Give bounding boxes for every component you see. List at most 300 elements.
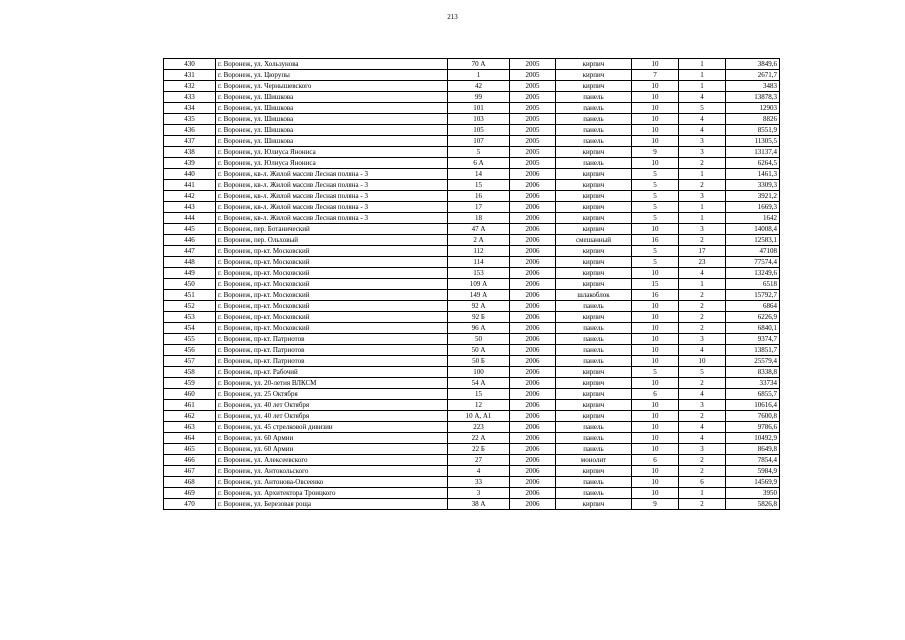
year-built-cell: 2006 xyxy=(510,334,556,345)
area-cell: 3309,3 xyxy=(726,180,780,191)
floors-cell: 15 xyxy=(632,279,679,290)
house-number-cell: 47 А xyxy=(448,224,510,235)
table-row xyxy=(164,136,780,147)
house-number-cell: 92 Б xyxy=(448,312,510,323)
wall-material-cell: кирпич xyxy=(556,224,632,235)
row-number-cell: 438 xyxy=(164,147,216,158)
row-number-cell: 461 xyxy=(164,400,216,411)
row-number-cell: 467 xyxy=(164,466,216,477)
table-row xyxy=(164,455,780,466)
area-cell: 6264,5 xyxy=(726,158,780,169)
address-cell: г. Воронеж, пр-кт. Московский xyxy=(216,279,448,290)
table-row xyxy=(164,334,780,345)
wall-material-cell: кирпич xyxy=(556,389,632,400)
table-row xyxy=(164,224,780,235)
year-built-cell: 2006 xyxy=(510,444,556,455)
wall-material-cell: кирпич xyxy=(556,202,632,213)
entrances-cell: 2 xyxy=(679,378,726,389)
row-number-cell: 437 xyxy=(164,136,216,147)
row-number-cell: 450 xyxy=(164,279,216,290)
house-number-cell: 38 А xyxy=(448,499,510,510)
year-built-cell: 2006 xyxy=(510,378,556,389)
floors-cell: 10 xyxy=(632,301,679,312)
row-number-cell: 444 xyxy=(164,213,216,224)
area-cell: 33734 xyxy=(726,378,780,389)
year-built-cell: 2006 xyxy=(510,367,556,378)
entrances-cell: 3 xyxy=(679,444,726,455)
row-number-cell: 449 xyxy=(164,268,216,279)
year-built-cell: 2006 xyxy=(510,433,556,444)
floors-cell: 16 xyxy=(632,290,679,301)
year-built-cell: 2005 xyxy=(510,158,556,169)
floors-cell: 10 xyxy=(632,356,679,367)
wall-material-cell: панель xyxy=(556,125,632,136)
table-row xyxy=(164,169,780,180)
floors-cell: 10 xyxy=(632,477,679,488)
table-row xyxy=(164,367,780,378)
address-cell: г. Воронеж, ул. 60 Армии xyxy=(216,444,448,455)
table-row xyxy=(164,422,780,433)
wall-material-cell: кирпич xyxy=(556,378,632,389)
year-built-cell: 2006 xyxy=(510,268,556,279)
entrances-cell: 4 xyxy=(679,345,726,356)
house-number-cell: 54 А xyxy=(448,378,510,389)
row-number-cell: 470 xyxy=(164,499,216,510)
area-cell: 7854,4 xyxy=(726,455,780,466)
house-number-cell: 96 А xyxy=(448,323,510,334)
area-cell: 2671,7 xyxy=(726,70,780,81)
table-row xyxy=(164,202,780,213)
area-cell: 9374,7 xyxy=(726,334,780,345)
area-cell: 13249,6 xyxy=(726,268,780,279)
entrances-cell: 4 xyxy=(679,125,726,136)
wall-material-cell: панель xyxy=(556,103,632,114)
year-built-cell: 2005 xyxy=(510,114,556,125)
year-built-cell: 2005 xyxy=(510,147,556,158)
table-row xyxy=(164,488,780,499)
house-number-cell: 107 xyxy=(448,136,510,147)
row-number-cell: 458 xyxy=(164,367,216,378)
table-row xyxy=(164,433,780,444)
floors-cell: 7 xyxy=(632,70,679,81)
floors-cell: 10 xyxy=(632,345,679,356)
wall-material-cell: кирпич xyxy=(556,499,632,510)
table-row xyxy=(164,290,780,301)
table-row xyxy=(164,246,780,257)
house-number-cell: 42 xyxy=(448,81,510,92)
house-number-cell: 15 xyxy=(448,180,510,191)
wall-material-cell: кирпич xyxy=(556,312,632,323)
wall-material-cell: кирпич xyxy=(556,279,632,290)
floors-cell: 10 xyxy=(632,81,679,92)
floors-cell: 5 xyxy=(632,257,679,268)
entrances-cell: 17 xyxy=(679,246,726,257)
table-row xyxy=(164,312,780,323)
year-built-cell: 2005 xyxy=(510,103,556,114)
table-row xyxy=(164,103,780,114)
address-cell: г. Воронеж, кв-л. Жилой массив Лесная поляна - 3 xyxy=(216,180,448,191)
table-row xyxy=(164,81,780,92)
year-built-cell: 2005 xyxy=(510,136,556,147)
house-number-cell: 153 xyxy=(448,268,510,279)
floors-cell: 10 xyxy=(632,378,679,389)
address-cell: г. Воронеж, пр-кт. Московский xyxy=(216,257,448,268)
year-built-cell: 2006 xyxy=(510,323,556,334)
year-built-cell: 2006 xyxy=(510,224,556,235)
entrances-cell: 5 xyxy=(679,367,726,378)
address-cell: г. Воронеж, ул. Шишкова xyxy=(216,125,448,136)
house-number-cell: 2 А xyxy=(448,235,510,246)
entrances-cell: 23 xyxy=(679,257,726,268)
address-cell: г. Воронеж, пр-кт. Московский xyxy=(216,323,448,334)
house-number-cell: 10 А, А1 xyxy=(448,411,510,422)
table-row xyxy=(164,477,780,488)
floors-cell: 5 xyxy=(632,367,679,378)
address-cell: г. Воронеж, пр-кт. Московский xyxy=(216,268,448,279)
wall-material-cell: кирпич xyxy=(556,213,632,224)
year-built-cell: 2006 xyxy=(510,455,556,466)
wall-material-cell: кирпич xyxy=(556,268,632,279)
address-cell: г. Воронеж, ул. Архитектора Троицкого xyxy=(216,488,448,499)
entrances-cell: 1 xyxy=(679,70,726,81)
wall-material-cell: кирпич xyxy=(556,367,632,378)
floors-cell: 16 xyxy=(632,235,679,246)
year-built-cell: 2006 xyxy=(510,400,556,411)
area-cell: 3849,6 xyxy=(726,59,780,70)
row-number-cell: 446 xyxy=(164,235,216,246)
address-cell: г. Воронеж, ул. 20-летия ВЛКСМ xyxy=(216,378,448,389)
wall-material-cell: монолит xyxy=(556,455,632,466)
address-cell: г. Воронеж, пр-кт. Рабочий xyxy=(216,367,448,378)
address-cell: г. Воронеж, пр-кт. Московский xyxy=(216,301,448,312)
row-number-cell: 456 xyxy=(164,345,216,356)
house-number-cell: 112 xyxy=(448,246,510,257)
year-built-cell: 2006 xyxy=(510,169,556,180)
house-number-cell: 12 xyxy=(448,400,510,411)
house-number-cell: 6 А xyxy=(448,158,510,169)
area-cell: 11305,5 xyxy=(726,136,780,147)
year-built-cell: 2006 xyxy=(510,246,556,257)
entrances-cell: 2 xyxy=(679,466,726,477)
address-cell: г. Воронеж, ул. 40 лет Октября xyxy=(216,400,448,411)
entrances-cell: 1 xyxy=(679,488,726,499)
area-cell: 6840,1 xyxy=(726,323,780,334)
address-cell: г. Воронеж, ул. 25 Октября xyxy=(216,389,448,400)
entrances-cell: 4 xyxy=(679,389,726,400)
wall-material-cell: панель xyxy=(556,433,632,444)
floors-cell: 10 xyxy=(632,224,679,235)
area-cell: 7600,8 xyxy=(726,411,780,422)
house-number-cell: 18 xyxy=(448,213,510,224)
floors-cell: 10 xyxy=(632,136,679,147)
area-cell: 13878,3 xyxy=(726,92,780,103)
address-cell: г. Воронеж, ул. 45 стрелковой дивизии xyxy=(216,422,448,433)
house-number-cell: 50 А xyxy=(448,345,510,356)
row-number-cell: 431 xyxy=(164,70,216,81)
row-number-cell: 464 xyxy=(164,433,216,444)
area-cell: 14008,4 xyxy=(726,224,780,235)
area-cell: 6518 xyxy=(726,279,780,290)
wall-material-cell: панель xyxy=(556,301,632,312)
address-cell: г. Воронеж, ул. Юлиуса Янониса xyxy=(216,147,448,158)
row-number-cell: 453 xyxy=(164,312,216,323)
row-number-cell: 468 xyxy=(164,477,216,488)
area-cell: 5984,9 xyxy=(726,466,780,477)
floors-cell: 6 xyxy=(632,389,679,400)
year-built-cell: 2005 xyxy=(510,125,556,136)
area-cell: 10616,4 xyxy=(726,400,780,411)
entrances-cell: 2 xyxy=(679,323,726,334)
floors-cell: 10 xyxy=(632,92,679,103)
area-cell: 6855,7 xyxy=(726,389,780,400)
house-number-cell: 4 xyxy=(448,466,510,477)
year-built-cell: 2006 xyxy=(510,257,556,268)
entrances-cell: 4 xyxy=(679,92,726,103)
address-cell: г. Воронеж, ул. 60 Армии xyxy=(216,433,448,444)
entrances-cell: 3 xyxy=(679,147,726,158)
wall-material-cell: кирпич xyxy=(556,147,632,158)
row-number-cell: 443 xyxy=(164,202,216,213)
house-number-cell: 223 xyxy=(448,422,510,433)
wall-material-cell: панель xyxy=(556,323,632,334)
floors-cell: 10 xyxy=(632,158,679,169)
house-number-cell: 114 xyxy=(448,257,510,268)
wall-material-cell: панель xyxy=(556,114,632,125)
row-number-cell: 430 xyxy=(164,59,216,70)
year-built-cell: 2006 xyxy=(510,301,556,312)
address-cell: г. Воронеж, ул. Юлиуса Янониса xyxy=(216,158,448,169)
area-cell: 25579,4 xyxy=(726,356,780,367)
floors-cell: 10 xyxy=(632,103,679,114)
wall-material-cell: панель xyxy=(556,356,632,367)
house-number-cell: 103 xyxy=(448,114,510,125)
wall-material-cell: панель xyxy=(556,444,632,455)
housing-registry-table xyxy=(163,58,780,510)
wall-material-cell: кирпич xyxy=(556,191,632,202)
year-built-cell: 2006 xyxy=(510,279,556,290)
year-built-cell: 2006 xyxy=(510,312,556,323)
table-row xyxy=(164,400,780,411)
address-cell: г. Воронеж, ул. Шишкова xyxy=(216,114,448,125)
year-built-cell: 2006 xyxy=(510,202,556,213)
floors-cell: 10 xyxy=(632,488,679,499)
house-number-cell: 3 xyxy=(448,488,510,499)
entrances-cell: 5 xyxy=(679,103,726,114)
floors-cell: 10 xyxy=(632,400,679,411)
wall-material-cell: кирпич xyxy=(556,59,632,70)
floors-cell: 10 xyxy=(632,433,679,444)
house-number-cell: 105 xyxy=(448,125,510,136)
address-cell: г. Воронеж, пр-кт. Московский xyxy=(216,246,448,257)
table-row xyxy=(164,378,780,389)
row-number-cell: 451 xyxy=(164,290,216,301)
entrances-cell: 4 xyxy=(679,114,726,125)
table-row xyxy=(164,499,780,510)
house-number-cell: 50 xyxy=(448,334,510,345)
area-cell: 3950 xyxy=(726,488,780,499)
house-number-cell: 109 А xyxy=(448,279,510,290)
table-row xyxy=(164,279,780,290)
entrances-cell: 1 xyxy=(679,279,726,290)
house-number-cell: 16 xyxy=(448,191,510,202)
year-built-cell: 2006 xyxy=(510,477,556,488)
area-cell: 47108 xyxy=(726,246,780,257)
row-number-cell: 455 xyxy=(164,334,216,345)
address-cell: г. Воронеж, ул. Цюрупы xyxy=(216,70,448,81)
address-cell: г. Воронеж, ул. Шишкова xyxy=(216,103,448,114)
table-row xyxy=(164,92,780,103)
table-row xyxy=(164,59,780,70)
address-cell: г. Воронеж, кв-л. Жилой массив Лесная поляна - 3 xyxy=(216,202,448,213)
row-number-cell: 460 xyxy=(164,389,216,400)
entrances-cell: 2 xyxy=(679,411,726,422)
area-cell: 9786,6 xyxy=(726,422,780,433)
wall-material-cell: панель xyxy=(556,158,632,169)
wall-material-cell: панель xyxy=(556,92,632,103)
year-built-cell: 2006 xyxy=(510,235,556,246)
floors-cell: 5 xyxy=(632,180,679,191)
table-row xyxy=(164,301,780,312)
wall-material-cell: панель xyxy=(556,136,632,147)
entrances-cell: 2 xyxy=(679,180,726,191)
address-cell: г. Воронеж, пр-кт. Московский xyxy=(216,290,448,301)
row-number-cell: 457 xyxy=(164,356,216,367)
house-number-cell: 15 xyxy=(448,389,510,400)
table-row xyxy=(164,213,780,224)
table-row xyxy=(164,125,780,136)
entrances-cell: 6 xyxy=(679,477,726,488)
wall-material-cell: кирпич xyxy=(556,169,632,180)
row-number-cell: 463 xyxy=(164,422,216,433)
wall-material-cell: панель xyxy=(556,477,632,488)
row-number-cell: 439 xyxy=(164,158,216,169)
year-built-cell: 2006 xyxy=(510,345,556,356)
entrances-cell: 2 xyxy=(679,455,726,466)
area-cell: 8338,8 xyxy=(726,367,780,378)
table-row xyxy=(164,191,780,202)
entrances-cell: 2 xyxy=(679,290,726,301)
address-cell: г. Воронеж, пр-кт. Патриотов xyxy=(216,356,448,367)
house-number-cell: 70 А xyxy=(448,59,510,70)
table-row xyxy=(164,180,780,191)
row-number-cell: 459 xyxy=(164,378,216,389)
area-cell: 12903 xyxy=(726,103,780,114)
house-number-cell: 149 А xyxy=(448,290,510,301)
wall-material-cell: панель xyxy=(556,345,632,356)
address-cell: г. Воронеж, кв-л. Жилой массив Лесная поляна - 3 xyxy=(216,191,448,202)
floors-cell: 6 xyxy=(632,455,679,466)
year-built-cell: 2006 xyxy=(510,389,556,400)
table-row xyxy=(164,114,780,125)
row-number-cell: 445 xyxy=(164,224,216,235)
area-cell: 14569,9 xyxy=(726,477,780,488)
area-cell: 13851,7 xyxy=(726,345,780,356)
entrances-cell: 2 xyxy=(679,158,726,169)
area-cell: 77574,4 xyxy=(726,257,780,268)
entrances-cell: 3 xyxy=(679,334,726,345)
floors-cell: 10 xyxy=(632,59,679,70)
row-number-cell: 436 xyxy=(164,125,216,136)
wall-material-cell: кирпич xyxy=(556,411,632,422)
address-cell: г. Воронеж, кв-л. Жилой массив Лесная поляна - 3 xyxy=(216,213,448,224)
entrances-cell: 3 xyxy=(679,136,726,147)
entrances-cell: 3 xyxy=(679,400,726,411)
floors-cell: 10 xyxy=(632,323,679,334)
house-number-cell: 5 xyxy=(448,147,510,158)
row-number-cell: 447 xyxy=(164,246,216,257)
floors-cell: 10 xyxy=(632,466,679,477)
address-cell: г. Воронеж, ул. 40 лет Октября xyxy=(216,411,448,422)
entrances-cell: 4 xyxy=(679,422,726,433)
floors-cell: 10 xyxy=(632,411,679,422)
house-number-cell: 1 xyxy=(448,70,510,81)
entrances-cell: 2 xyxy=(679,301,726,312)
floors-cell: 10 xyxy=(632,422,679,433)
year-built-cell: 2006 xyxy=(510,411,556,422)
entrances-cell: 3 xyxy=(679,191,726,202)
area-cell: 8649,8 xyxy=(726,444,780,455)
table-body xyxy=(164,59,780,510)
address-cell: г. Воронеж, ул. Антонова-Овсеенко xyxy=(216,477,448,488)
wall-material-cell: кирпич xyxy=(556,257,632,268)
area-cell: 13137,4 xyxy=(726,147,780,158)
address-cell: г. Воронеж, ул. Алексеевского xyxy=(216,455,448,466)
wall-material-cell: кирпич xyxy=(556,180,632,191)
row-number-cell: 442 xyxy=(164,191,216,202)
table-row xyxy=(164,257,780,268)
area-cell: 3921,2 xyxy=(726,191,780,202)
table-row xyxy=(164,466,780,477)
area-cell: 6226,9 xyxy=(726,312,780,323)
table-row xyxy=(164,147,780,158)
address-cell: г. Воронеж, пр-кт. Московский xyxy=(216,312,448,323)
table-row xyxy=(164,268,780,279)
area-cell: 5826,8 xyxy=(726,499,780,510)
year-built-cell: 2006 xyxy=(510,499,556,510)
entrances-cell: 2 xyxy=(679,235,726,246)
row-number-cell: 440 xyxy=(164,169,216,180)
address-cell: г. Воронеж, ул. Хользунова xyxy=(216,59,448,70)
address-cell: г. Воронеж, пр-кт. Патриотов xyxy=(216,345,448,356)
area-cell: 1461,3 xyxy=(726,169,780,180)
house-number-cell: 33 xyxy=(448,477,510,488)
wall-material-cell: панель xyxy=(556,422,632,433)
entrances-cell: 3 xyxy=(679,224,726,235)
year-built-cell: 2006 xyxy=(510,356,556,367)
address-cell: г. Воронеж, кв-л. Жилой массив Лесная поляна - 3 xyxy=(216,169,448,180)
wall-material-cell: кирпич xyxy=(556,246,632,257)
floors-cell: 10 xyxy=(632,312,679,323)
entrances-cell: 1 xyxy=(679,213,726,224)
entrances-cell: 2 xyxy=(679,499,726,510)
entrances-cell: 1 xyxy=(679,169,726,180)
area-cell: 12583,1 xyxy=(726,235,780,246)
house-number-cell: 50 Б xyxy=(448,356,510,367)
year-built-cell: 2005 xyxy=(510,59,556,70)
entrances-cell: 4 xyxy=(679,433,726,444)
row-number-cell: 465 xyxy=(164,444,216,455)
house-number-cell: 92 А xyxy=(448,301,510,312)
house-number-cell: 14 xyxy=(448,169,510,180)
wall-material-cell: кирпич xyxy=(556,70,632,81)
table-row xyxy=(164,411,780,422)
row-number-cell: 448 xyxy=(164,257,216,268)
wall-material-cell: панель xyxy=(556,334,632,345)
house-number-cell: 27 xyxy=(448,455,510,466)
row-number-cell: 432 xyxy=(164,81,216,92)
table-row xyxy=(164,389,780,400)
floors-cell: 5 xyxy=(632,246,679,257)
